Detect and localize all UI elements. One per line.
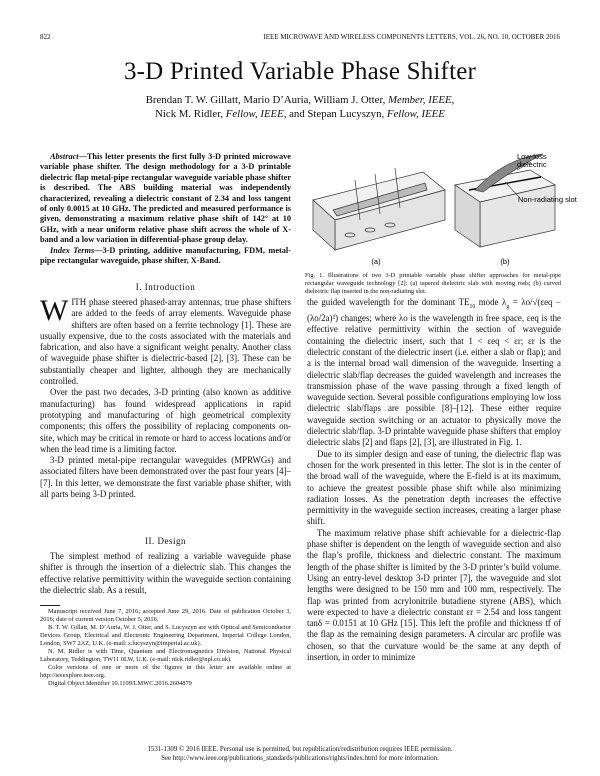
author-list (60, 93, 540, 121)
author-names-2a: Nick M. Ridler, (155, 108, 226, 120)
design-body-right (307, 297, 561, 663)
footnote-rule (40, 605, 60, 606)
running-header: IEEE MICROWAVE AND WIRELESS COMPONENTS LETTERS, VOL. 26, NO. 10, OCTOBER 2016 (263, 33, 560, 41)
footnote-doi: Digital Object Identifier 10.1109/LMWC.2016.2604879 (48, 680, 192, 687)
abstract-label: Abstract (50, 152, 79, 161)
figure-1 (305, 150, 577, 268)
figure-label-lowloss: Low-loss (517, 152, 547, 161)
intro-paragraph-1 (40, 294, 291, 387)
author-names-1: Brendan T. W. Gillatt, Mario D’Auria, William J. Otter, (145, 94, 389, 106)
footnote-color: Color versions of one or more of the figures in this letter are available online at http://ieeexplore.ieee.org. (40, 664, 291, 679)
figure-1a-illustration (313, 168, 445, 250)
footnote-affiliation-2: N. M. Ridler is with Time, Quantum and Electromagnetics Division, National Physical Laboratory, Teddington, TW11 0LW, U.K. (e-mail: nick.ridler@npl.co.uk). (40, 648, 291, 663)
right-p1-b: mode λ (475, 297, 507, 307)
author-grade-2b: Fellow, IEEE (386, 108, 445, 120)
footnote-received: Manuscript received June 7, 2016; accepted June 29, 2016. Date of publication October 3, 2016; date of current version October 5, 2016. (40, 608, 291, 623)
right-p1-rest: λo/√(εeq − (λo/2a)²) changes; where λo is the wavelength in free space, εeq is the effective relative permittivity within the section of waveguide containing the dielectric insert, such that 1 < εeq < εr; εr is the dielectric constant of the dielectric insert (i.e. either a slab or flap); and a is the internal broad wall dimension of the waveguide. Inserting a dielectric slab/flap decreases the guided wavelength and increases the transmission phase of the wave passing through a fixed length of waveguide section. Several possible configurations employing low loss dielectric slab/flaps are possible [8]–[12]. These either require waveguide section switching or an actuator to physically move the dielectric slab/flap. 3-D printable waveguide phase shifters that employ dielectric slabs [2] and flaps [2], [3], are illustrated in Fig. 1. (307, 297, 561, 448)
author-grade-1: Member, IEEE (388, 94, 452, 106)
footnote-affiliation-1: B. T. W. Gillatt, M. D’Auria, W. J. Otter, and S. Lucyszyn are with Optical and Semiconductor Devices Group, Electrical and Electronic Engineering Department, Imperial College London, London, SW7 2AZ, U.K. (e-mail: s.lucyszyn@imperial.ac.uk). (40, 624, 291, 647)
author-grade-2a: Fellow, IEEE (225, 108, 284, 120)
right-p1-a: the guided wavelength for the dominant TE (307, 297, 470, 307)
right-paragraph-1 (307, 297, 561, 449)
index-terms-label: Index Terms (50, 245, 95, 255)
right-paragraph-3: The maximum relative phase shift achievable for a dielectric-flap phase shifter is dependent on the length of waveguide section and also the flap’s profile, thickness and dielectric constant. The maximum length of the phase shifter is limited by the 3-D printer’s build volume. Using an entry-level desktop 3-D printer [7], the waveguide and slot lengths were designed to be 150 mm and 100 mm, respectively. The flap was printed from acrylonitrile butadiene styrene (ABS), which were expected to have a dielectric constant εr = 2.54 and loss tangent tanδ = 0.0151 at 10 GHz [15]. This left the profile and thickness tf of the flap as the remaining design parameters. A circular arc profile was chosen, so that the curvature would be the same at any depth of insertion, in order to minimize (307, 527, 561, 662)
section-heading-design: II. Design (145, 536, 186, 546)
paper-title: 3-D Printed Variable Phase Shifter (123, 58, 477, 85)
author-line-2 (60, 107, 540, 121)
copyright-footer (40, 745, 560, 763)
abstract (40, 152, 291, 266)
right-p1-d: = (509, 297, 518, 307)
design-body-left (40, 551, 291, 596)
te-mode-subscript: 10 (469, 303, 476, 310)
page-number: 822 (40, 33, 51, 41)
index-terms-text: —3-D printing, additive manufacturing, FDM, metal-pipe rectangular waveguide, phase shifter, X-Band. (40, 245, 291, 266)
figure-1-drawing (305, 150, 577, 268)
figure-label-slot: Non-radiating slot (518, 195, 577, 204)
lambda-g-subscript: g (506, 303, 510, 310)
author-line-1 (60, 93, 540, 107)
footer-line-2: See http://www.ieee.org/publications_standards/publications/rights/index.html for more information. (161, 755, 439, 762)
footer-line-1: 1531-1309 © 2016 IEEE. Personal use is permitted, but republication/redistribution requires IEEE permission. (147, 746, 453, 753)
figure-label-dielectric: dielectric (517, 160, 547, 169)
introduction-body (40, 294, 291, 500)
figure-label-a: (a) (371, 257, 381, 266)
intro-paragraph-3: 3-D printed metal-pipe rectangular waveguides (MPRWGs) and associated filters have been demonstrated over the past four years [4]–[7]. In this letter, we demonstrate the first variable phase shifter, with all parts being 3-D printed. (40, 455, 291, 500)
dropcap: W (40, 294, 69, 327)
figure-label-b: (b) (500, 257, 510, 266)
intro-paragraph-1-text: ITH phase steered phased-array antennas, true phase shifters are added to the feeds of array elements. Waveguide phase shifters are often based on a ferrite technology [1]. These are usually expensive, due to the costs associated with the materials and fabrication, and also have a significant weight penalty. Another class of waveguide phase shifter is dielectric-based [2], [3]. These can be substantially cheaper and lighter, although they are mechanically controlled. (40, 297, 291, 387)
section-heading-introduction: I. Introduction (135, 282, 196, 292)
right-paragraph-2: Due to its simpler design and ease of tuning, the dielectric flap was chosen for the work presented in this letter. The slot is in the center of the broad wall of the waveguide, where the E-field is at its maximum, to achieve the greatest possible phase shift while also minimizing radiation losses. As the penetration depth increases the effective permittivity in the waveguide section increases, creating a larger phase shift. (307, 448, 561, 527)
design-paragraph-1: The simplest method of realizing a variable waveguide phase shifter is through the insertion of a dielectric slab. This changes the effective relative permittivity within the waveguide section containing the dielectric slab. As a result, (40, 551, 291, 595)
intro-paragraph-2: Over the past two decades, 3-D printing (also known as additive manufacturing) has found widespread applications in rapid prototyping and manufacturing of high geometrical complexity components; this offers the possibility of replacing components on-site, which may be critical in remote or hard to access locations and/or when the lead time is a limiting factor. (40, 387, 291, 454)
author-comma: , (451, 94, 455, 106)
abstract-text: —This letter presents the first fully 3-D printed microwave variable phase shifter. The design methodology for a 3-D printable dielectric flap metal-pipe rectangular waveguide variable phase shifter is described. The ABS building material was independently characterized, revealing a dielectric constant of 2.34 and loss tangent of only 0.0015 at 10 GHz. The predicted and measured performance is given, demonstrating a maximum relative phase shift of 142° at 10 GHz, with a near uniform relative phase shift across the whole of X-band and a low variation in differential-phase group delay. (40, 152, 291, 245)
footnotes (40, 608, 291, 688)
figure-1-caption: Fig. 1. Illustrations of two 3-D printable variable phase shifter approaches for metal-pipe rectangular waveguide technology [2]: (a) tapered dielectric slab with moving rods; (b) curved dielectric flap inserted in the non-radiating slot. (305, 272, 561, 296)
author-names-2b: , and Stepan Lucyszyn, (283, 108, 387, 120)
